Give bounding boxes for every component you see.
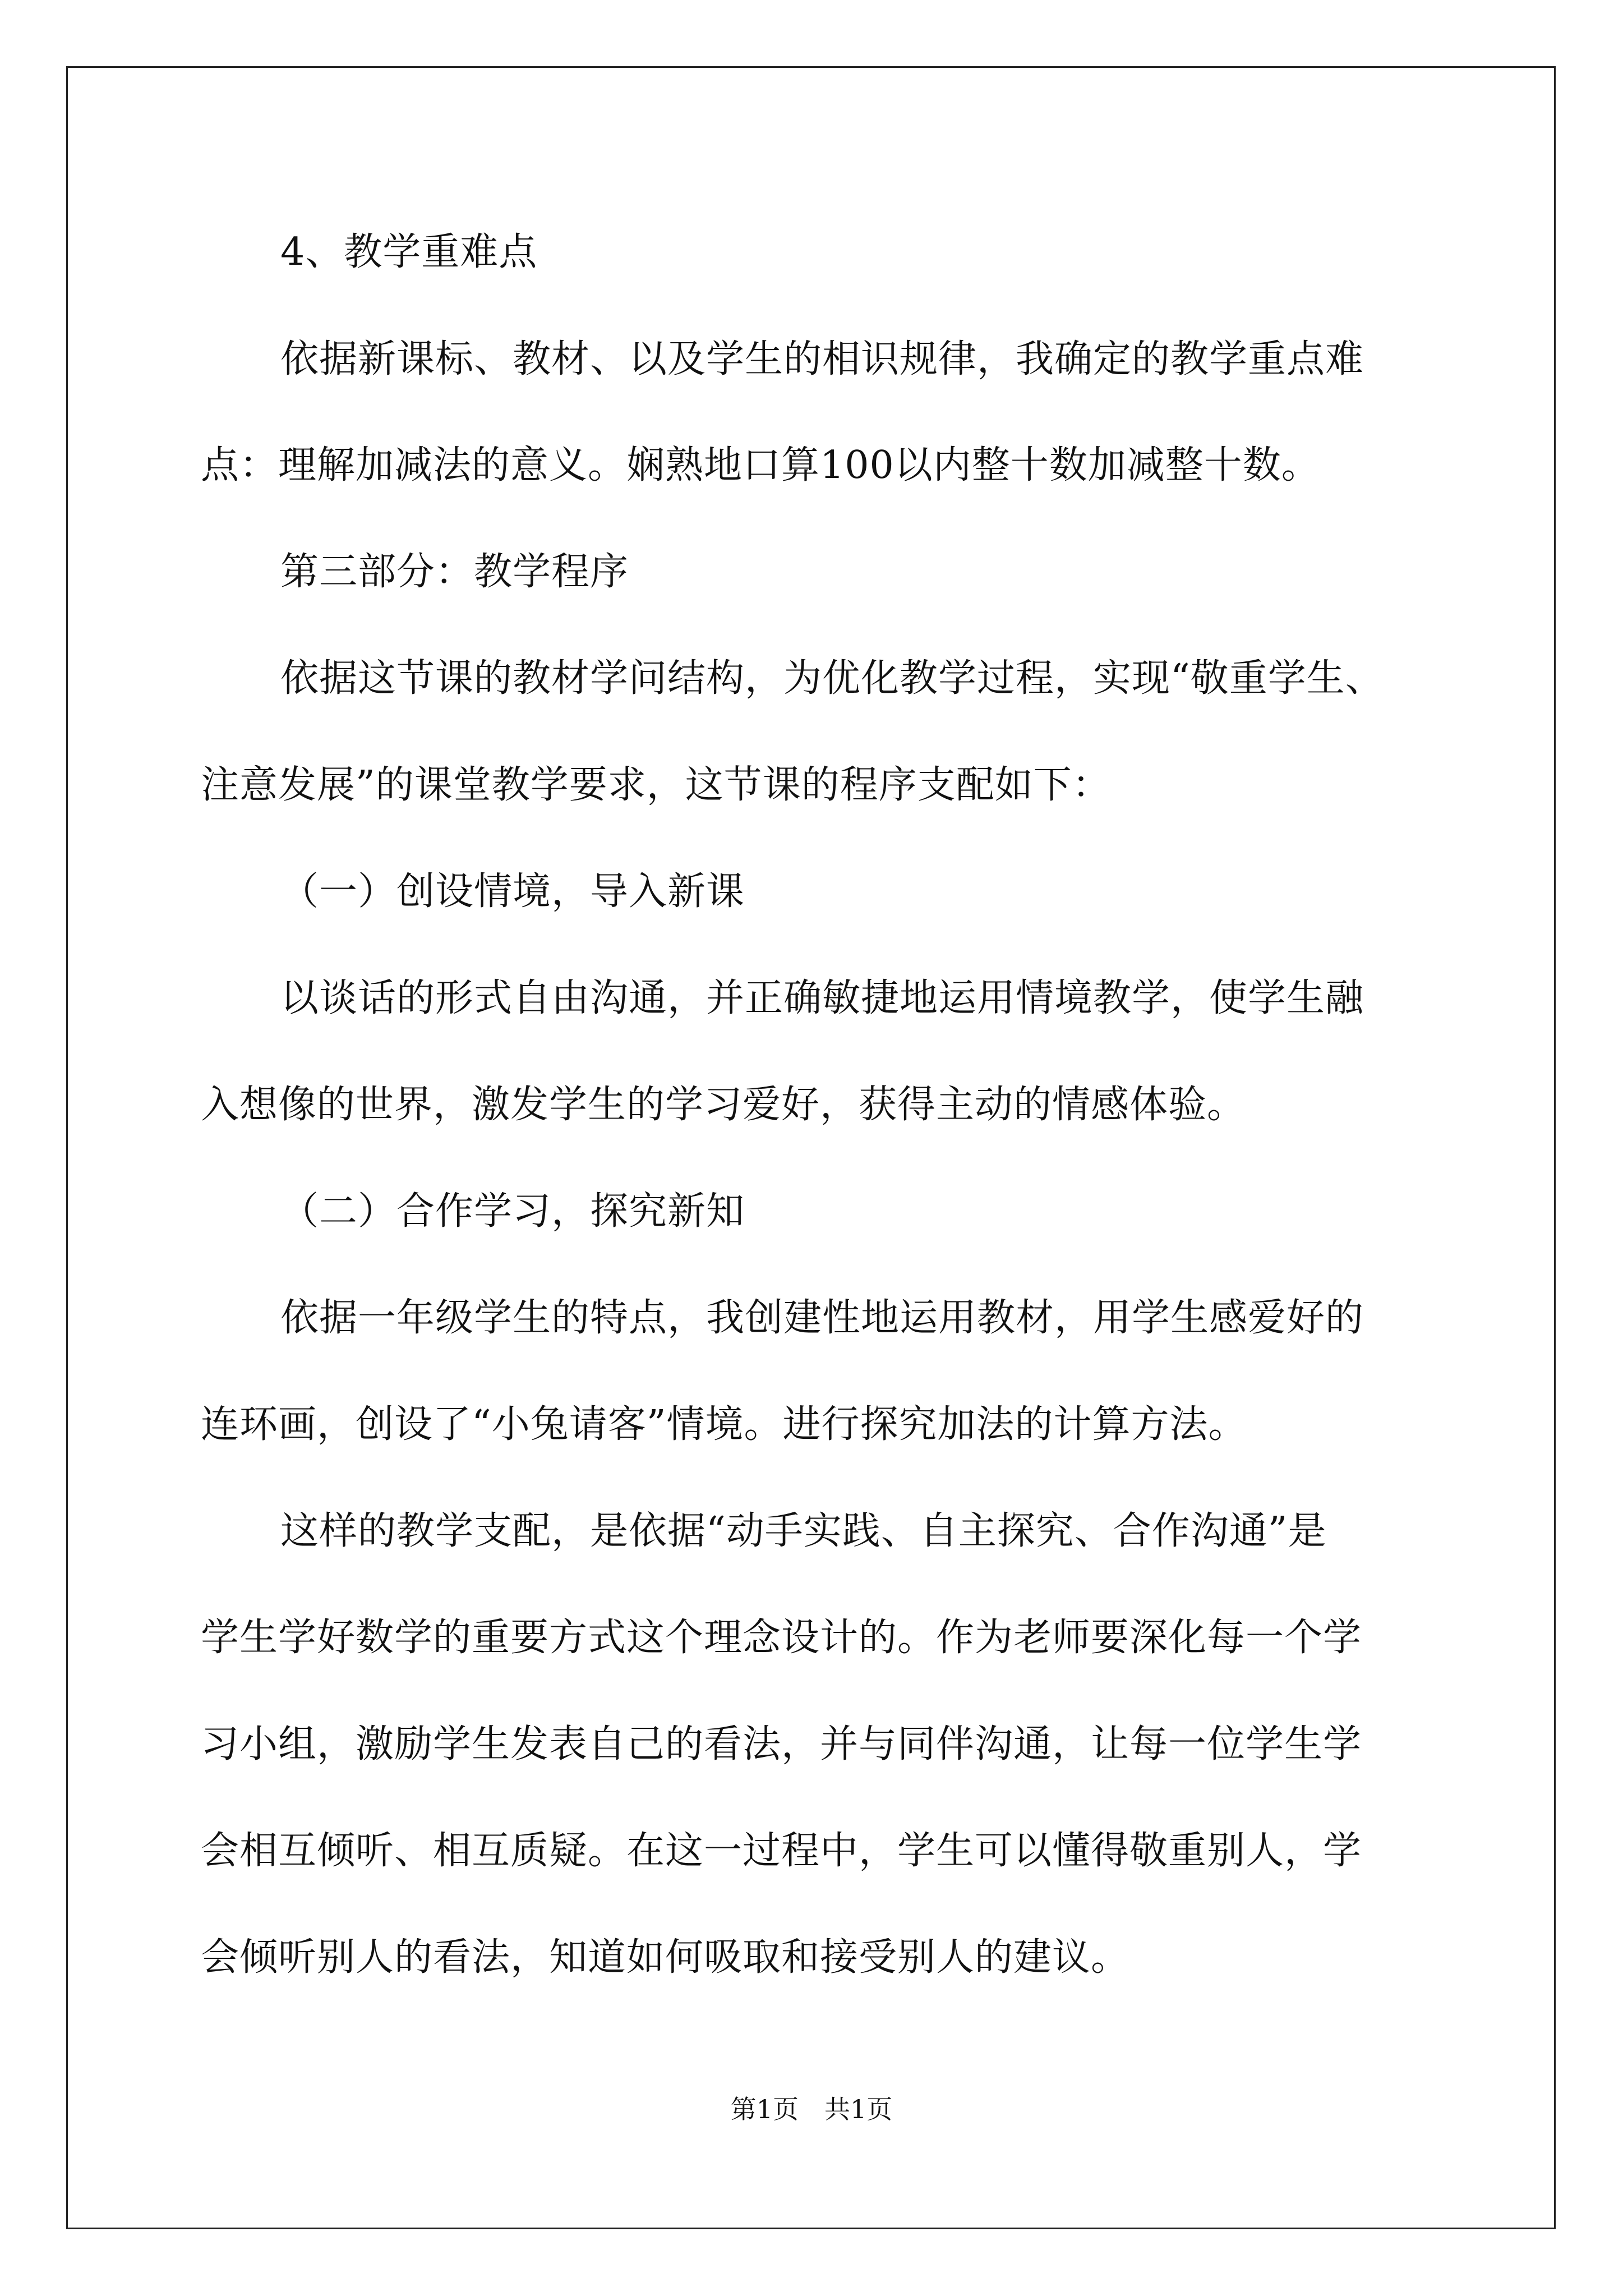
paragraph-line: 习小组，激励学生发表自己的看法，并与同伴沟通，让每一位学生学 (201, 1722, 1362, 1766)
paragraph-line: 依据一年级学生的特点，我创建性地运用教材，用学生感爱好的 (280, 1296, 1364, 1340)
paragraph-line: 以谈话的形式自由沟通，并正确敏捷地运用情境教学，使学生融 (280, 976, 1364, 1020)
paragraph-line: 这样的教学支配，是依据“动手实践、自主探究、合作沟通”是 (280, 1509, 1327, 1553)
paragraph-line: 依据这节课的教材学问结构，为优化教学过程，实现“敬重学生、 (280, 656, 1384, 701)
paragraph-line: 会相互倾听、相互质疑。在这一过程中，学生可以懂得敬重别人，学 (201, 1829, 1362, 1873)
paragraph-line: 入想像的世界，激发学生的学习爱好，获得主动的情感体验。 (201, 1083, 1246, 1127)
page-footer: 第1页 共1页 (730, 2094, 893, 2124)
paragraph-line: 点：理解加减法的意义。娴熟地口算100以内整十数加减整十数。 (201, 443, 1320, 487)
subsection-heading: （二）合作学习，探究新知 (280, 1189, 745, 1234)
page-border (66, 66, 1556, 2229)
section-heading: 4、教学重难点 (280, 230, 538, 274)
paragraph-line: 连环画，创设了“小兔请客”情境。进行探究加法的计算方法。 (201, 1402, 1247, 1447)
section-heading: 第三部分：教学程序 (280, 550, 629, 594)
paragraph-line: 注意发展”的课堂教学要求，这节课的程序支配如下： (201, 763, 1111, 807)
paragraph-line: 依据新课标、教材、以及学生的相识规律，我确定的教学重点难 (280, 337, 1364, 381)
paragraph-line: 学生学好数学的重要方式这个理念设计的。作为老师要深化每一个学 (201, 1616, 1362, 1660)
paragraph-line: 会倾听别人的看法，知道如何吸取和接受别人的建议。 (201, 1935, 1130, 1980)
subsection-heading: （一）创设情境，导入新课 (280, 869, 745, 914)
